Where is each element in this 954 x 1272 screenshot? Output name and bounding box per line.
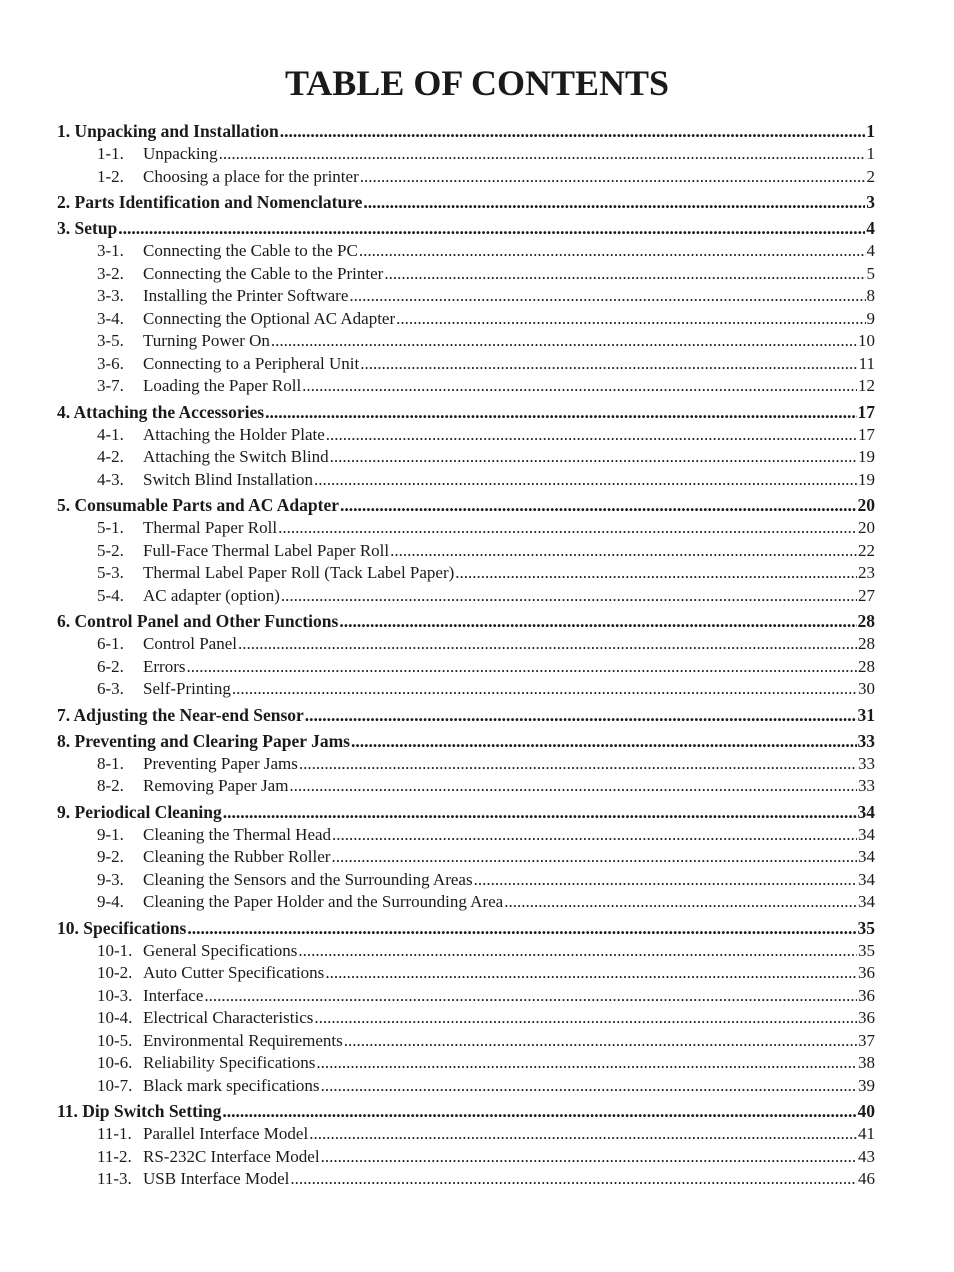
page-number: 4 <box>866 241 875 260</box>
toc-subsection-entry[interactable] <box>57 892 875 915</box>
subsection-number: 3-6. <box>97 353 124 373</box>
section-title: 5. Consumable Parts and AC Adapter <box>57 495 339 515</box>
subsection-number: 4-3. <box>97 469 124 489</box>
subsection-label <box>97 286 348 306</box>
subsection-title: Loading the Paper Roll <box>143 376 302 395</box>
section-title: 2. Parts Identification and Nomenclature <box>57 192 363 212</box>
dot-leader <box>340 495 857 516</box>
page-number: 33 <box>857 730 875 751</box>
toc-subsection-entry[interactable] <box>57 331 875 354</box>
page-number: 35 <box>857 917 875 938</box>
page-number: 43 <box>858 1146 875 1166</box>
dot-leader <box>321 1147 857 1167</box>
page-number: 36 <box>858 963 875 982</box>
dot-leader <box>232 679 857 699</box>
page-number: 12 <box>858 376 875 395</box>
dot-leader <box>474 870 857 890</box>
page-number: 8 <box>866 286 875 305</box>
subsection-number: 10-3. <box>97 985 133 1005</box>
subsection-label <box>97 264 383 284</box>
subsection-title: Removing Paper Jam <box>143 776 289 795</box>
dot-leader <box>360 167 866 187</box>
page-number: 34 <box>858 824 875 844</box>
subsection-number: 10-6. <box>97 1053 133 1072</box>
section-title: 3. Setup <box>57 218 118 238</box>
dot-leader <box>302 376 857 396</box>
toc-subsection-entry[interactable] <box>57 870 875 893</box>
page-number: 23 <box>858 563 875 582</box>
subsection-label <box>97 892 503 912</box>
subsection-label <box>97 447 329 467</box>
page-number: 11 <box>858 353 875 373</box>
subsection-number: 3-5. <box>97 331 124 350</box>
dot-leader <box>314 470 857 490</box>
subsection-label <box>97 963 324 983</box>
dot-leader <box>455 563 857 583</box>
section-title: 4. Attaching the Accessories <box>57 401 265 422</box>
subsection-title: Auto Cutter Specifications <box>143 963 325 982</box>
subsection-label <box>97 776 288 796</box>
page-number: 46 <box>858 1169 875 1188</box>
dot-leader <box>265 402 856 423</box>
subsection-title: Electrical Characteristics <box>143 1008 314 1027</box>
toc-subsection-entry[interactable] <box>57 286 875 309</box>
subsection-label <box>97 1031 343 1051</box>
subsection-number: 1-2. <box>97 166 124 186</box>
toc-subsection-entry[interactable] <box>57 754 875 777</box>
page-number: 19 <box>858 447 875 466</box>
page-number: 2 <box>866 166 875 186</box>
dot-leader <box>326 425 857 445</box>
subsection-label <box>97 331 270 351</box>
subsection-number: 5-2. <box>97 540 124 560</box>
page-number: 28 <box>858 656 875 676</box>
dot-leader <box>349 286 865 306</box>
page-number: 28 <box>858 634 875 653</box>
subsection-number: 1-1. <box>97 144 124 163</box>
subsection-label <box>97 425 325 445</box>
dot-leader <box>219 144 866 164</box>
page-number: 10 <box>858 331 875 350</box>
subsection-title: Cleaning the Paper Holder and the Surrounding Area <box>143 892 504 911</box>
subsection-number: 3-4. <box>97 308 124 328</box>
subsection-title: Thermal Paper Roll <box>143 518 278 537</box>
subsection-number: 3-7. <box>97 376 124 395</box>
subsection-label <box>97 144 218 164</box>
subsection-label <box>97 518 277 538</box>
dot-leader <box>278 518 857 538</box>
toc-subsection-entry[interactable] <box>57 847 875 870</box>
subsection-number: 5-3. <box>97 563 124 582</box>
page-number: 34 <box>858 892 875 911</box>
subsection-label <box>97 376 301 396</box>
subsection-label <box>97 541 389 561</box>
toc-subsection-entry[interactable] <box>57 241 875 264</box>
toc-subsection-entry[interactable] <box>57 425 875 448</box>
dot-leader <box>325 963 857 983</box>
subsection-label <box>97 309 395 329</box>
subsection-title: RS-232C Interface Model <box>143 1146 320 1166</box>
page-number: 28 <box>857 611 875 631</box>
toc-subsection-entry[interactable] <box>57 941 875 964</box>
dot-leader <box>332 825 857 845</box>
page-number: 20 <box>858 518 875 537</box>
subsection-title: Errors <box>143 656 186 676</box>
dot-leader <box>298 941 857 961</box>
toc-section-entry[interactable] <box>57 1101 875 1124</box>
dot-leader <box>186 657 857 677</box>
table-of-contents <box>57 121 875 1192</box>
subsection-title: Control Panel <box>143 634 237 653</box>
page-number: 9 <box>866 308 875 328</box>
page-number: 19 <box>858 469 875 489</box>
toc-section-entry[interactable] <box>57 402 875 425</box>
page-number: 17 <box>857 401 875 422</box>
toc-subsection-entry[interactable] <box>57 376 875 399</box>
subsection-label <box>97 634 237 654</box>
toc-subsection-entry[interactable] <box>57 309 875 332</box>
subsection-number: 3-2. <box>97 263 124 283</box>
subsection-number: 9-2. <box>97 847 124 866</box>
subsection-label <box>97 1147 320 1167</box>
subsection-label <box>97 354 359 374</box>
toc-subsection-entry[interactable] <box>57 1008 875 1031</box>
subsection-label <box>97 1169 289 1189</box>
subsection-title: Connecting the Optional AC Adapter <box>143 308 396 328</box>
dot-leader <box>330 447 857 467</box>
dot-leader <box>384 264 865 284</box>
dot-leader <box>280 121 866 142</box>
dot-leader <box>187 918 856 939</box>
toc-section-entry[interactable] <box>57 918 875 941</box>
subsection-number: 9-3. <box>97 869 124 889</box>
toc-subsection-entry[interactable] <box>57 1076 875 1099</box>
toc-subsection-entry[interactable] <box>57 586 875 609</box>
toc-subsection-entry[interactable] <box>57 541 875 564</box>
subsection-title: Black mark specifications <box>143 1075 320 1095</box>
dot-leader <box>351 731 857 752</box>
subsection-number: 3-1. <box>97 241 124 260</box>
subsection-title: Environmental Requirements <box>143 1030 343 1050</box>
subsection-label <box>97 241 358 261</box>
toc-subsection-entry[interactable] <box>57 634 875 657</box>
toc-subsection-entry[interactable] <box>57 825 875 848</box>
subsection-number: 3-3. <box>97 286 124 305</box>
toc-section-entry[interactable] <box>57 611 875 634</box>
dot-leader <box>390 541 857 561</box>
subsection-label <box>97 679 231 699</box>
page-number: 33 <box>858 753 875 773</box>
toc-section-entry[interactable] <box>57 731 875 754</box>
subsection-number: 8-1. <box>97 753 124 773</box>
subsection-title: Unpacking <box>143 144 218 163</box>
subsection-title: Cleaning the Thermal Head <box>143 824 332 844</box>
page-number: 20 <box>857 495 875 515</box>
subsection-label <box>97 986 203 1006</box>
toc-subsection-entry[interactable] <box>57 963 875 986</box>
dot-leader <box>204 986 857 1006</box>
subsection-label <box>97 1053 315 1073</box>
subsection-label <box>97 1076 320 1096</box>
page-number: 37 <box>858 1030 875 1050</box>
subsection-title: Parallel Interface Model <box>143 1124 309 1143</box>
page-number: 1 <box>866 144 875 163</box>
dot-leader <box>271 331 857 351</box>
dot-leader <box>309 1124 857 1144</box>
page-number: 1 <box>866 121 875 141</box>
page-number: 4 <box>866 218 875 238</box>
toc-subsection-entry[interactable] <box>57 1053 875 1076</box>
subsection-label <box>97 1008 313 1028</box>
subsection-label <box>97 470 313 490</box>
subsection-number: 6-3. <box>97 679 124 698</box>
toc-section-entry[interactable] <box>57 705 875 728</box>
toc-subsection-entry[interactable] <box>57 447 875 470</box>
toc-section-entry[interactable] <box>57 495 875 518</box>
subsection-title: AC adapter (option) <box>143 585 280 605</box>
page-number: 17 <box>858 424 875 444</box>
dot-leader <box>238 634 857 654</box>
dot-leader <box>504 892 857 912</box>
subsection-title: Switch Blind Installation <box>143 469 313 489</box>
dot-leader <box>360 354 857 374</box>
subsection-number: 11-1. <box>97 1124 132 1143</box>
section-title: 6. Control Panel and Other Functions <box>57 611 339 631</box>
subsection-label <box>97 847 330 867</box>
toc-subsection-entry[interactable] <box>57 264 875 287</box>
dot-leader <box>331 847 857 867</box>
subsection-number: 9-4. <box>97 892 124 911</box>
section-title: 8. Preventing and Clearing Paper Jams <box>57 730 350 751</box>
dot-leader <box>290 1169 857 1189</box>
toc-subsection-entry[interactable] <box>57 1124 875 1147</box>
page-number: 40 <box>857 1101 875 1121</box>
page-title: TABLE OF CONTENTS <box>284 63 670 103</box>
subsection-label <box>97 167 359 187</box>
page-number: 30 <box>858 679 875 698</box>
subsection-title: Connecting to a Peripheral Unit <box>143 353 360 373</box>
toc-subsection-entry[interactable] <box>57 144 875 167</box>
dot-leader <box>321 1076 857 1096</box>
subsection-number: 11-3. <box>97 1169 132 1188</box>
subsection-number: 6-1. <box>97 634 124 653</box>
subsection-number: 10-1. <box>97 940 133 960</box>
subsection-label <box>97 825 331 845</box>
subsection-title: Turning Power On <box>143 331 270 350</box>
subsection-number: 11-2. <box>97 1146 132 1166</box>
dot-leader <box>344 1031 857 1051</box>
dot-leader <box>289 776 857 796</box>
subsection-number: 4-2. <box>97 447 124 466</box>
toc-subsection-entry[interactable] <box>57 986 875 1009</box>
dot-leader <box>281 586 857 606</box>
toc-subsection-entry[interactable] <box>57 354 875 377</box>
subsection-label <box>97 754 298 774</box>
page-number: 3 <box>866 192 875 212</box>
subsection-title: Full-Face Thermal Label Paper Roll <box>143 540 390 560</box>
subsection-title: Interface <box>143 985 204 1005</box>
subsection-number: 6-2. <box>97 656 124 676</box>
subsection-title: Attaching the Holder Plate <box>143 424 325 444</box>
section-title: 11. Dip Switch Setting <box>57 1101 222 1121</box>
dot-leader <box>222 1101 856 1122</box>
subsection-number: 8-2. <box>97 776 124 795</box>
dot-leader <box>314 1008 857 1028</box>
page-number: 22 <box>858 540 875 560</box>
dot-leader <box>299 754 857 774</box>
subsection-label <box>97 941 297 961</box>
page-number: 38 <box>858 1053 875 1072</box>
page-number: 35 <box>858 940 875 960</box>
toc-subsection-entry[interactable] <box>57 776 875 799</box>
page-number: 36 <box>858 985 875 1005</box>
subsection-title: Thermal Label Paper Roll (Tack Label Paper) <box>143 563 455 582</box>
dot-leader <box>363 192 865 213</box>
page-number: 31 <box>857 704 875 725</box>
subsection-title: Choosing a place for the printer <box>143 166 359 186</box>
page-number: 34 <box>858 847 875 866</box>
toc-subsection-entry[interactable] <box>57 657 875 680</box>
toc-subsection-entry[interactable] <box>57 1147 875 1170</box>
page-number: 33 <box>858 776 875 795</box>
page-number: 5 <box>866 263 875 283</box>
toc-section-entry[interactable] <box>57 802 875 825</box>
toc-subsection-entry[interactable] <box>57 1169 875 1192</box>
dot-leader <box>316 1053 857 1073</box>
subsection-title: Cleaning the Rubber Roller <box>143 847 331 866</box>
subsection-title: Self-Printing <box>143 679 231 698</box>
page-number: 34 <box>858 869 875 889</box>
subsection-title: Installing the Printer Software <box>143 286 349 305</box>
subsection-title: General Specifications <box>143 940 298 960</box>
section-title: 9. Periodical Cleaning <box>57 801 222 822</box>
page-number: 36 <box>858 1008 875 1027</box>
toc-subsection-entry[interactable] <box>57 563 875 586</box>
subsection-number: 5-4. <box>97 585 124 605</box>
toc-section-entry[interactable] <box>57 192 875 215</box>
subsection-number: 10-5. <box>97 1030 133 1050</box>
subsection-title: Connecting the Cable to the Printer <box>143 263 384 283</box>
page-number: 41 <box>858 1124 875 1143</box>
subsection-number: 4-1. <box>97 424 124 444</box>
subsection-number: 10-2. <box>97 963 133 982</box>
dot-leader <box>118 218 865 239</box>
subsection-number: 5-1. <box>97 518 124 537</box>
toc-section-entry[interactable] <box>57 121 875 144</box>
dot-leader <box>339 611 856 632</box>
toc-subsection-entry[interactable] <box>57 1031 875 1054</box>
toc-section-entry[interactable] <box>57 218 875 241</box>
subsection-number: 10-4. <box>97 1008 133 1027</box>
dot-leader <box>305 705 857 726</box>
subsection-title: Connecting the Cable to the PC <box>143 241 358 260</box>
subsection-label <box>97 586 280 606</box>
subsection-label <box>97 657 185 677</box>
section-title: 10. Specifications <box>57 917 187 938</box>
subsection-title: Reliability Specifications <box>143 1053 316 1072</box>
section-title: 1. Unpacking and Installation <box>57 121 279 141</box>
toc-subsection-entry[interactable] <box>57 167 875 190</box>
subsection-title: Attaching the Switch Blind <box>143 447 329 466</box>
toc-subsection-entry[interactable] <box>57 679 875 702</box>
dot-leader <box>223 802 857 823</box>
subsection-title: Cleaning the Sensors and the Surrounding Areas <box>143 869 473 889</box>
subsection-title: USB Interface Model <box>143 1169 290 1188</box>
section-title: 7. Adjusting the Near-end Sensor <box>57 704 304 725</box>
page-number: 27 <box>858 585 875 605</box>
page-number: 39 <box>858 1075 875 1095</box>
page-number: 34 <box>857 801 875 822</box>
subsection-label <box>97 870 473 890</box>
subsection-number: 10-7. <box>97 1075 133 1095</box>
dot-leader <box>396 309 865 329</box>
subsection-title: Preventing Paper Jams <box>143 753 298 773</box>
toc-subsection-entry[interactable] <box>57 518 875 541</box>
subsection-number: 9-1. <box>97 824 124 844</box>
toc-subsection-entry[interactable] <box>57 470 875 493</box>
subsection-label <box>97 563 454 583</box>
subsection-label <box>97 1124 308 1144</box>
dot-leader <box>359 241 866 261</box>
